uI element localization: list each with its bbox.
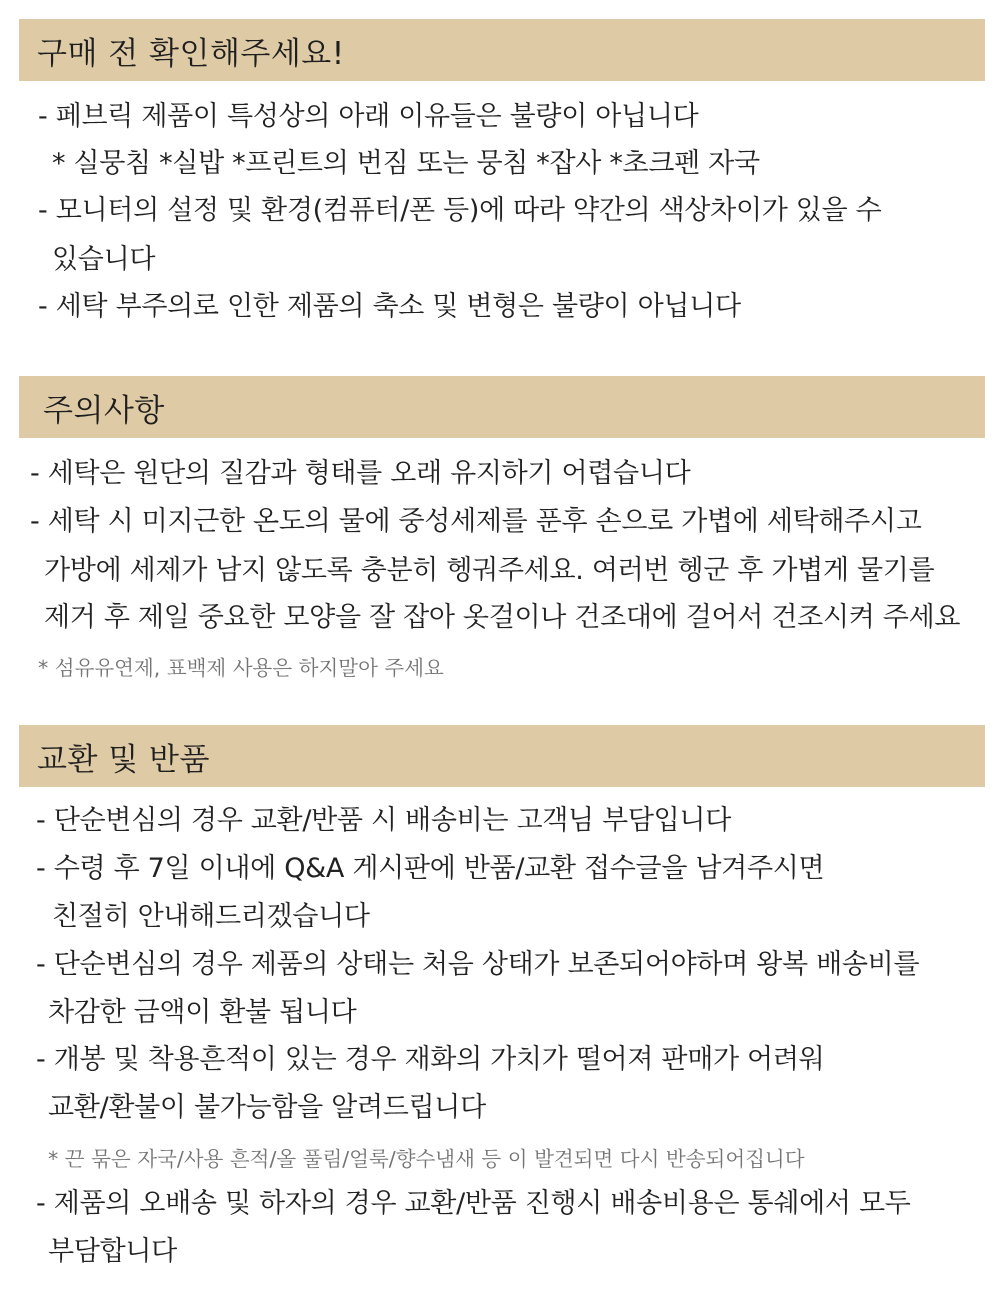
list-item: - 세탁 시 미지근한 온도의 물에 중성세제를 푼후 손으로 가볍에 세탁해주시고 (30, 506, 922, 537)
list-item: - 단순변심의 경우 교환/반품 시 배송비는 고객님 부담입니다 (36, 805, 731, 836)
list-item: 가방에 세제가 남지 않도록 충분히 헹궈주세요. 여러번 헹군 후 가볍게 물기를 (44, 555, 935, 586)
section-header-purchase-check (19, 19, 985, 81)
section-header-exchange-return (19, 725, 985, 787)
section-title: 구매 전 확인해주세요! (37, 35, 345, 72)
note-text: * 섬유유연제, 표백제 사용은 하지말아 주세요 (38, 656, 444, 680)
list-item: - 제품의 오배송 및 하자의 경우 교환/반품 진행시 배송비용은 통쉐에서 모두 (36, 1188, 911, 1219)
list-item: 친절히 안내해드리겠습니다 (52, 901, 370, 932)
list-item: 제거 후 제일 중요한 모양을 잘 잡아 옷걸이나 건조대에 걸어서 건조시켜 주세요 (44, 602, 961, 633)
section-header-precautions (19, 376, 985, 438)
list-item: - 수령 후 7일 이내에 Q&A 게시판에 반품/교환 접수글을 남겨주시면 (36, 853, 825, 884)
list-item: - 세탁은 원단의 질감과 형태를 오래 유지하기 어렵습니다 (30, 458, 691, 489)
list-item: 부담합니다 (48, 1236, 177, 1267)
list-item: - 모니터의 설정 및 환경(컴퓨터/폰 등)에 따라 약간의 색상차이가 있을 수 (38, 195, 882, 226)
list-item: 차감한 금액이 환불 됩니다 (48, 997, 357, 1028)
section-title: 주의사항 (43, 392, 165, 429)
list-item: 교환/환불이 불가능함을 알려드립니다 (48, 1092, 486, 1123)
list-item: - 개봉 및 착용흔적이 있는 경우 재화의 가치가 떨어져 판매가 어려워 (36, 1044, 825, 1075)
section-title: 교환 및 반품 (37, 741, 210, 778)
list-item: - 세탁 부주의로 인한 제품의 축소 및 변형은 불량이 아닙니다 (38, 291, 741, 322)
list-item: 있습니다 (52, 244, 156, 275)
note-text: * 끈 묶은 자국/사용 흔적/올 풀림/얼룩/향수냄새 등 이 발견되면 다시 반송되어집니다 (48, 1147, 805, 1171)
list-item: - 단순변심의 경우 제품의 상태는 처음 상태가 보존되어야하며 왕복 배송비를 (36, 949, 920, 980)
list-item: * 실뭉침 *실밥 *프린트의 번짐 또는 뭉침 *잡사 *초크펜 자국 (52, 148, 760, 179)
list-item: - 페브릭 제품이 특성상의 아래 이유들은 불량이 아닙니다 (38, 101, 699, 132)
